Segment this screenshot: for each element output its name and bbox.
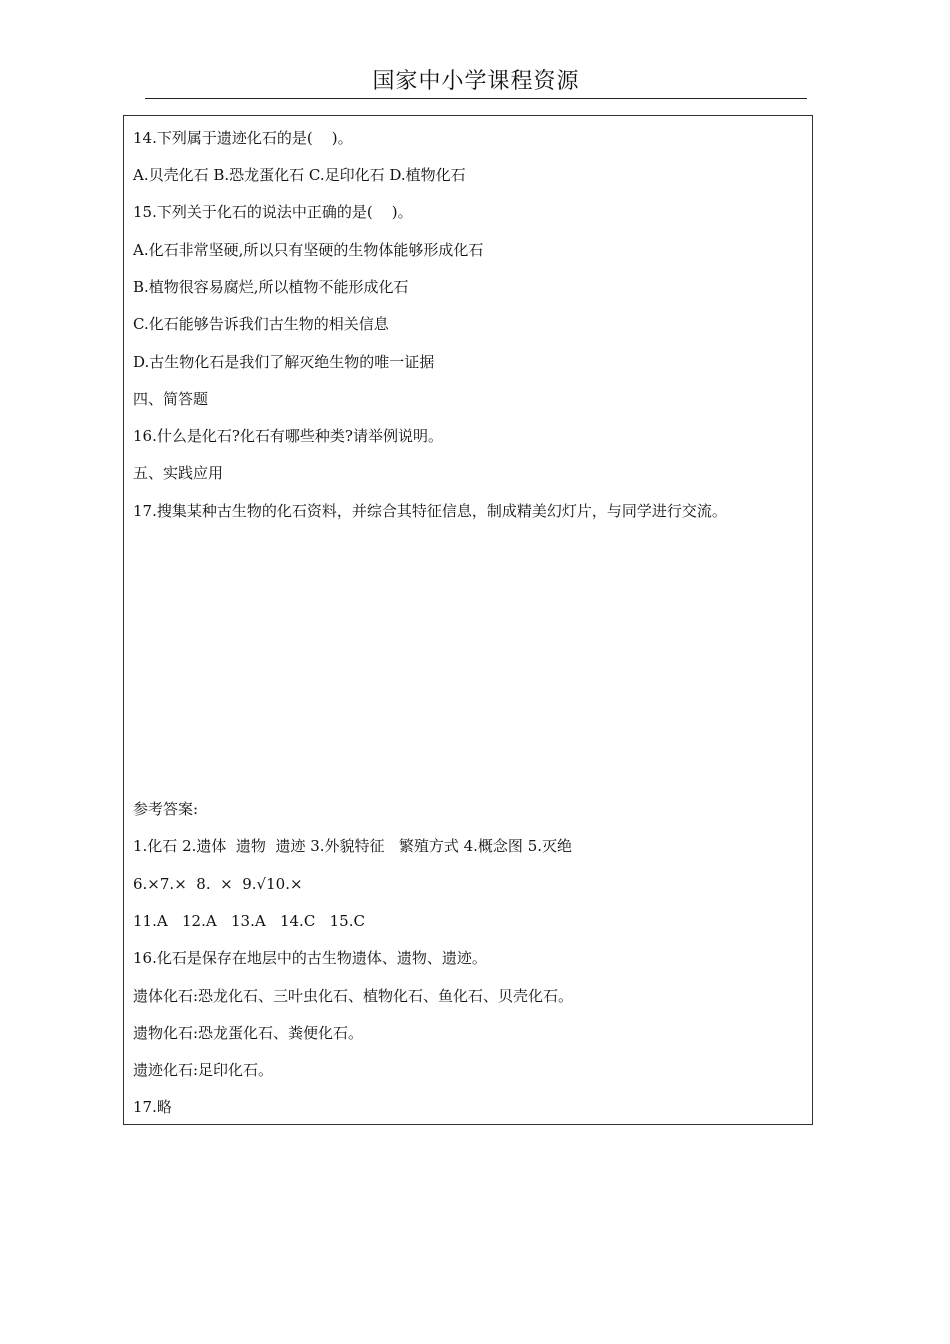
question-17: 17.搜集某种古生物的化石资料，并综合其特征信息，制成精美幻灯片，与同学进行交流。 <box>133 502 727 520</box>
header-divider <box>145 98 807 99</box>
section-4-heading: 四、简答题 <box>133 390 209 408</box>
question-answer-box <box>123 115 813 1125</box>
answers-line-2: 6.×7.× 8. × 9.√10.× <box>133 875 303 893</box>
question-15-option-d: D.古生物化石是我们了解灭绝生物的唯一证据 <box>133 353 435 371</box>
question-15-option-c: C.化石能够告诉我们古生物的相关信息 <box>133 315 389 333</box>
answers-line-7: 遗迹化石:足印化石。 <box>133 1061 274 1079</box>
page-header-title: 国家中小学课程资源 <box>372 69 580 94</box>
question-16: 16.什么是化石?化石有哪些种类?请举例说明。 <box>133 427 443 445</box>
answers-line-3: 11.A 12.A 13.A 14.C 15.C <box>133 912 365 930</box>
question-15-stem: 15.下列关于化石的说法中正确的是( )。 <box>133 203 413 221</box>
answers-line-6: 遗物化石:恐龙蛋化石、粪便化石。 <box>133 1024 364 1042</box>
section-5-heading: 五、实践应用 <box>133 464 224 482</box>
answers-line-8: 17.略 <box>133 1098 172 1116</box>
question-14-options: A.贝壳化石 B.恐龙蛋化石 C.足印化石 D.植物化石 <box>133 166 466 184</box>
question-15-option-a: A.化石非常坚硬,所以只有坚硬的生物体能够形成化石 <box>133 241 484 259</box>
answers-line-1: 1.化石 2.遗体 遗物 遗迹 3.外貌特征 繁殖方式 4.概念图 5.灭绝 <box>133 837 573 855</box>
question-14-stem: 14.下列属于遗迹化石的是( )。 <box>133 129 353 147</box>
answers-heading: 参考答案: <box>133 800 199 818</box>
question-15-option-b: B.植物很容易腐烂,所以植物不能形成化石 <box>133 278 409 296</box>
answers-line-4: 16.化石是保存在地层中的古生物遗体、遗物、遗迹。 <box>133 949 487 967</box>
answers-line-5: 遗体化石:恐龙化石、三叶虫化石、植物化石、鱼化石、贝壳化石。 <box>133 987 574 1005</box>
